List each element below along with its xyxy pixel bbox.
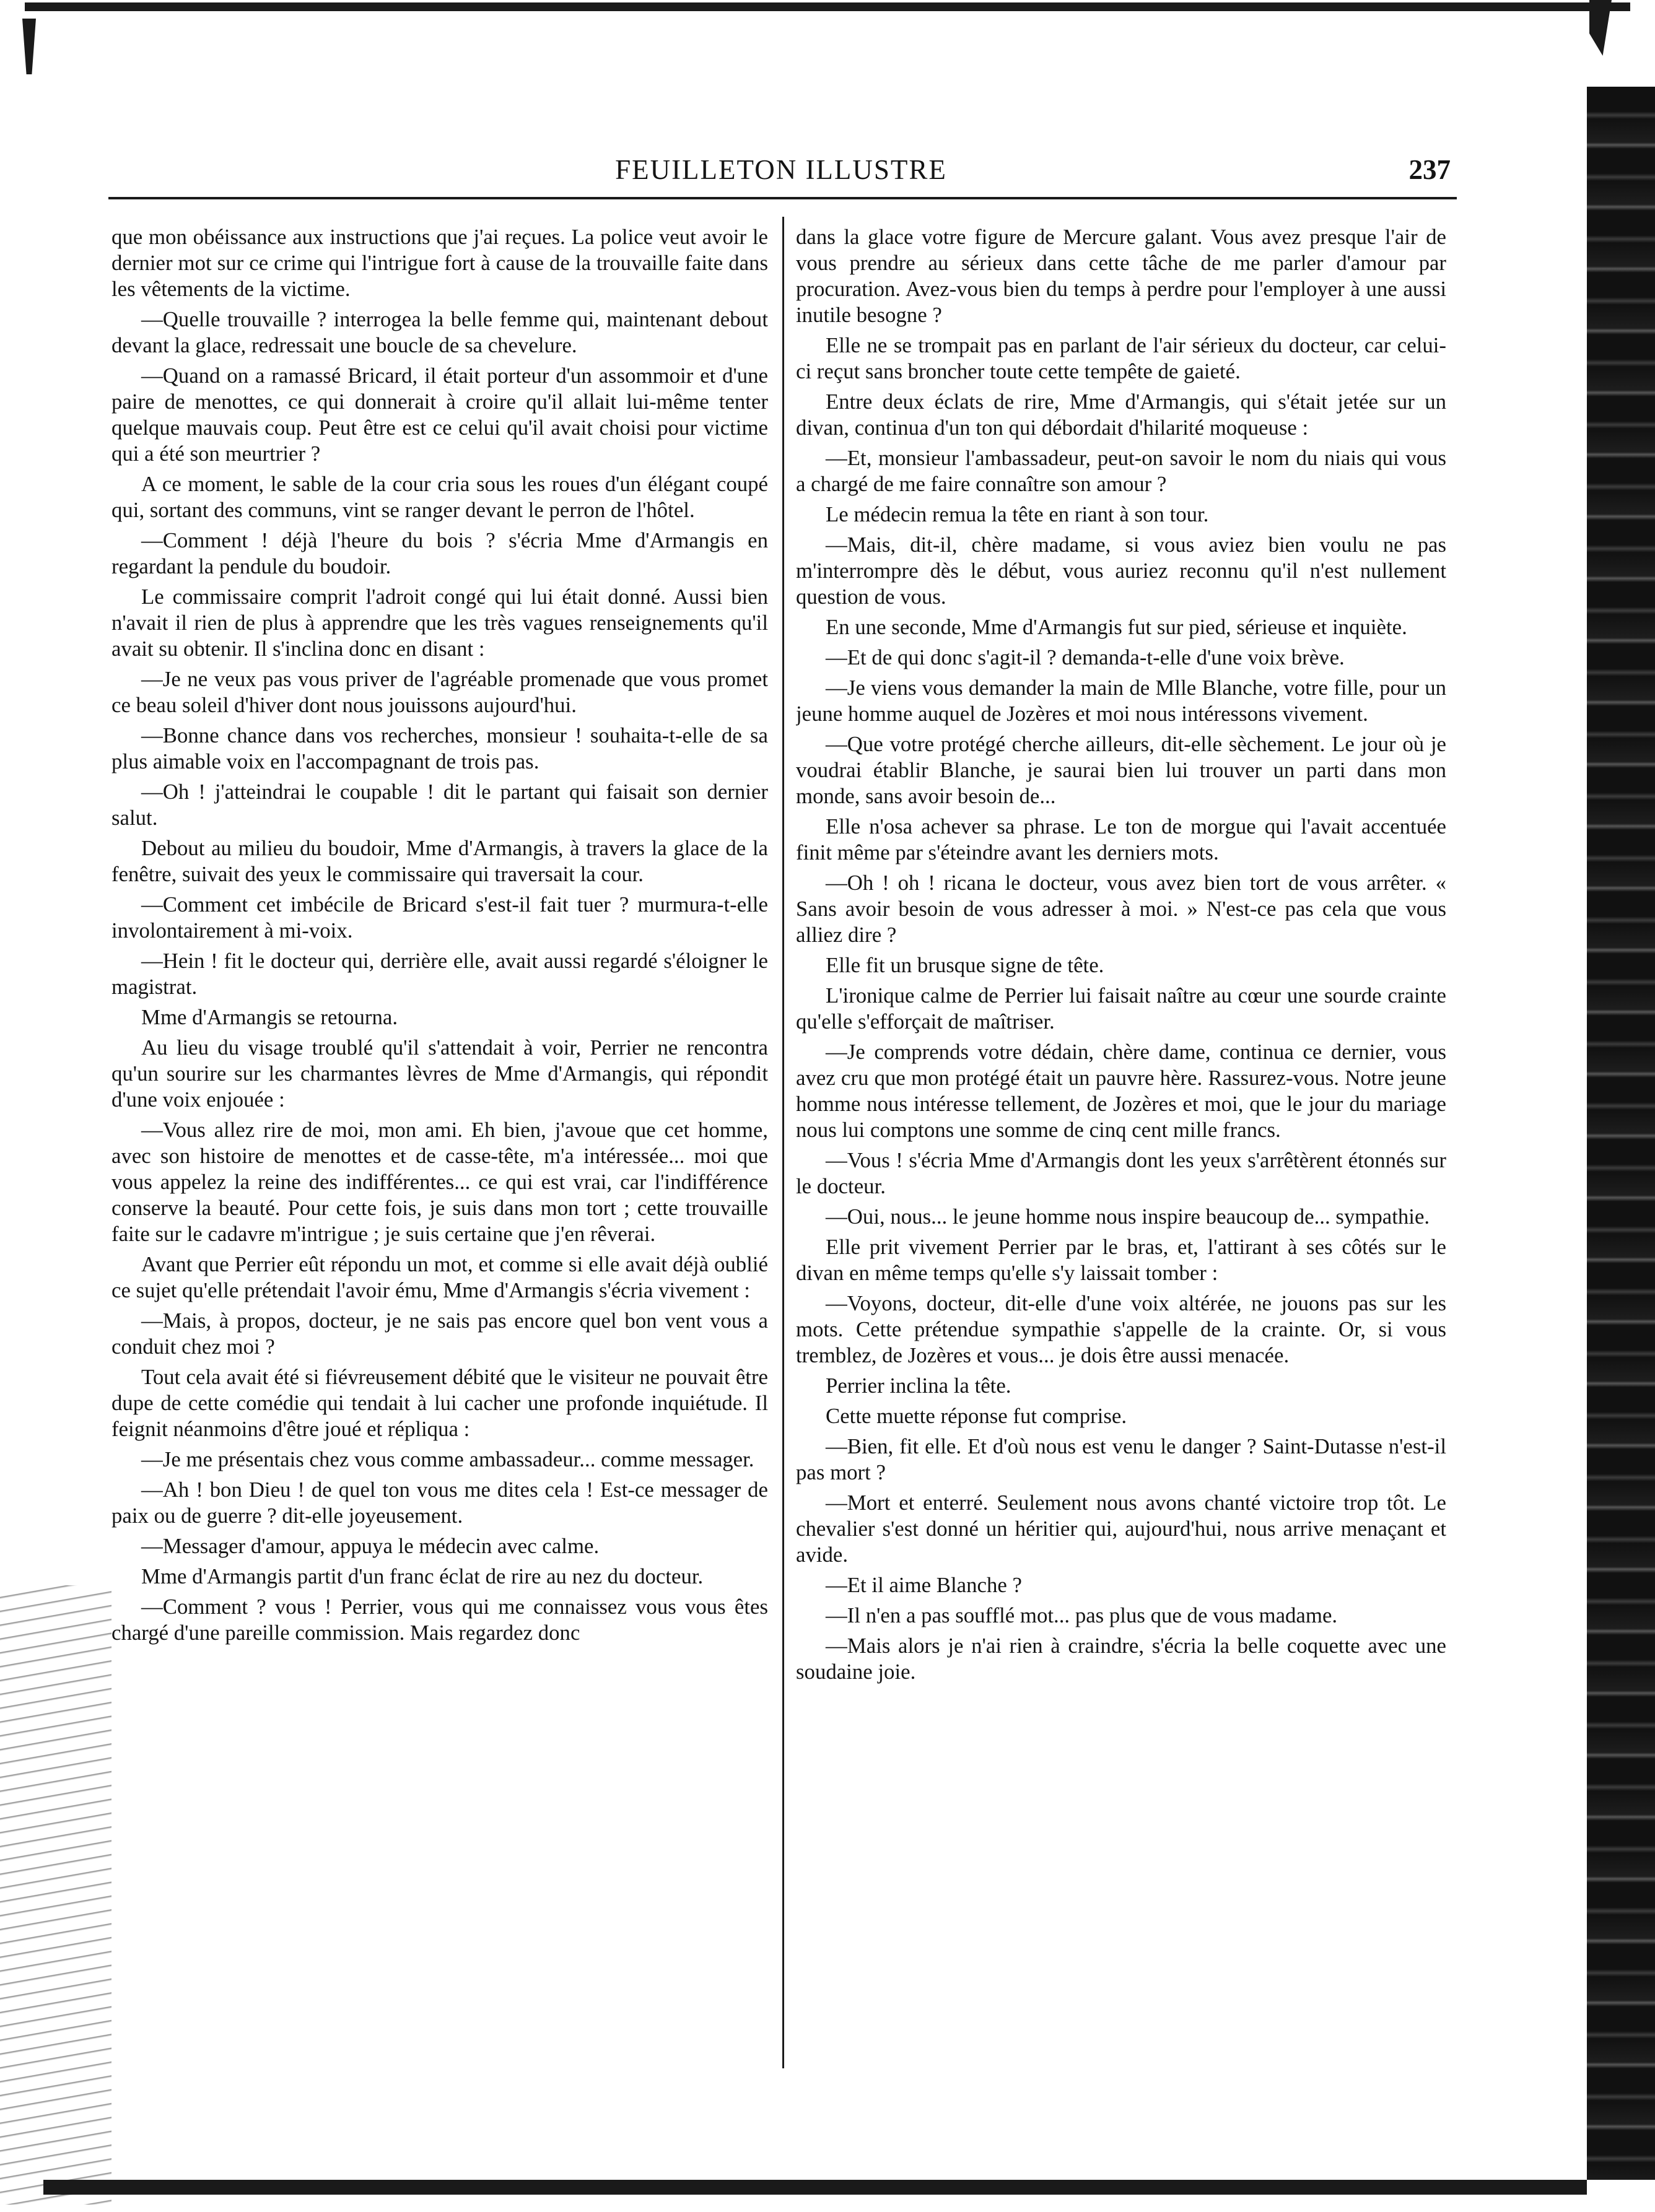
paragraph: —Je comprends votre dédain, chère dame, continua ce dernier, vous avez cru que mon protégé était un pauvre hère. Rassurez-vous. Notre jeune homme nous intéresse tellement, de Jozères et moi, que le jour du mariage nous lui comptons une somme de cinq cent mille francs. (796, 1040, 1446, 1142)
paragraph: —Il n'en a pas soufflé mot... pas plus que de vous madame. (826, 1603, 1338, 1627)
paragraph: Entre deux éclats de rire, Mme d'Armangis, qui s'était jetée sur un divan, continua d'un ton qui débordait d'hilarité moqueuse : (796, 390, 1446, 440)
paragraph: Elle n'osa achever sa phrase. Le ton de morgue qui l'avait accentuée finit même par s'éteindre avant les derniers mots. (796, 814, 1446, 864)
paragraph: —Voyons, docteur, dit-elle d'une voix altérée, ne jouons pas sur les mots. Cette prétendue sympathie s'appelle de la crainte. Or, si vous tremblez, de Jozères et vous... je dois être aussi menacée. (796, 1291, 1446, 1367)
top-scan-border (25, 2, 1630, 11)
paragraph: Mme d'Armangis partit d'un franc éclat de rire au nez du docteur. (141, 1564, 704, 1588)
paragraph: —Quelle trouvaille ? interrogea la belle femme qui, maintenant debout devant la glace, redressait une boucle de sa chevelure. (111, 307, 768, 357)
paragraph: —Comment ? vous ! Perrier, vous qui me connaissez vous vous êtes chargé d'une pareille commission. Mais regardez donc (111, 1595, 768, 1645)
paragraph: —Messager d'amour, appuya le médecin avec calme. (141, 1534, 600, 1558)
paragraph: —Vous allez rire de moi, mon ami. Eh bien, j'avoue que cet homme, avec son histoire de menottes et de casse-tête, m'a intéressée... moi que vous appelez la reine des indifférentes... ce qui est vrai, car l'indifférence conserve la beauté. Pour cette fois, je suis dans mon tort ; cette trouvaille faite sur le cadavre m'intrigue ; je suis certaine que j'en rêverai. (111, 1118, 768, 1246)
paragraph: Debout au milieu du boudoir, Mme d'Armangis, à travers la glace de la fenêtre, suivait des yeux le commissaire qui traversait la cour. (111, 836, 768, 886)
paragraph: —Mais alors je n'ai rien à craindre, s'écria la belle coquette avec une soudaine joie. (796, 1634, 1446, 1684)
left-text-column (111, 224, 768, 2070)
paragraph: Elle prit vivement Perrier par le bras, et, l'attirant à ses côtés sur le divan en même temps qu'elle s'y laissait tomber : (796, 1235, 1446, 1285)
paragraph: Au lieu du visage troublé qu'il s'attendait à voir, Perrier ne rencontra qu'un sourire sur les charmantes lèvres de Mme d'Armangis, qui répondit d'une voix enjouée : (111, 1035, 768, 1112)
header-rule (108, 197, 1457, 199)
paragraph: —Oh ! j'atteindrai le coupable ! dit le partant qui faisait son dernier salut. (111, 780, 768, 830)
paragraph: —Je viens vous demander la main de Mlle Blanche, votre fille, pour un jeune homme auquel de Jozères et moi nous intéressons vivement. (796, 676, 1446, 726)
page-number: 237 (1408, 154, 1451, 185)
left-scan-edge (0, 1585, 111, 2205)
paragraph: —Mort et enterré. Seulement nous avons chanté victoire trop tôt. Le chevalier s'est donné un héritier qui, aujourd'hui, nous arrive menaçant et avide. (796, 1491, 1446, 1567)
paragraph: Le médecin remua la tête en riant à son tour. (826, 502, 1209, 526)
paragraph: —Ah ! bon Dieu ! de quel ton vous me dites cela ! Est-ce messager de paix ou de guerre ? dit-elle joyeusement. (111, 1478, 768, 1528)
running-title: FEUILLETON ILLUSTRE (615, 154, 947, 185)
paragraph: —Oui, nous... le jeune homme nous inspire beaucoup de... sympathie. (826, 1204, 1430, 1229)
paragraph: dans la glace votre figure de Mercure galant. Vous avez presque l'air de vous prendre au sérieux dans cette tâche de me parler d'amour par procuration. Avez-vous bien du temps à perdre pour l'employer à une aussi inutile besogne ? (796, 225, 1446, 327)
paragraph: —Et de qui donc s'agit-il ? demanda-t-elle d'une voix brève. (826, 645, 1345, 669)
paragraph: Mme d'Armangis se retourna. (141, 1005, 398, 1029)
paragraph: —Bien, fit elle. Et d'où nous est venu le danger ? Saint-Dutasse n'est-il pas mort ? (796, 1434, 1446, 1484)
paragraph: L'ironique calme de Perrier lui faisait naître au cœur une sourde crainte qu'elle s'efforçait de maîtriser. (796, 983, 1446, 1034)
paragraph: —Mais, à propos, docteur, je ne sais pas encore quel bon vent vous a conduit chez moi ? (111, 1308, 768, 1359)
paragraph: —Hein ! fit le docteur qui, derrière elle, avait aussi regardé s'éloigner le magistrat. (111, 949, 768, 999)
right-text-column (796, 224, 1446, 2070)
paragraph: Tout cela avait été si fiévreusement débité que le visiteur ne pouvait être dupe de cette comédie qui tendait à lui cacher une profonde inquiétude. Il feignit néanmoins d'être joué et répliqua : (111, 1365, 768, 1441)
paragraph: —Bonne chance dans vos recherches, monsieur ! souhaita-t-elle de sa plus aimable voix en l'accompagnant de trois pas. (111, 723, 768, 773)
paragraph: En une seconde, Mme d'Armangis fut sur pied, sérieuse et inquiète. (826, 615, 1407, 639)
paragraph: —Que votre protégé cherche ailleurs, dit-elle sèchement. Le jour où je voudrai établir Blanche, je saurai bien lui trouver un parti dans mon monde, sans avoir besoin de... (796, 732, 1446, 808)
paragraph: Le commissaire comprit l'adroit congé qui lui était donné. Aussi bien n'avait il rien de plus à apprendre que les très vagues renseignements qu'il avait su obtenir. Il s'inclina donc en disant : (111, 585, 768, 661)
paragraph: Avant que Perrier eût répondu un mot, et comme si elle avait déjà oublié ce sujet qu'elle prétendait l'avoir ému, Mme d'Armangis s'écria vivement : (111, 1252, 768, 1302)
paragraph: —Vous ! s'écria Mme d'Armangis dont les yeux s'arrêtèrent étonnés sur le docteur. (796, 1148, 1446, 1198)
scan-mark-right (1589, 0, 1612, 56)
bottom-scan-border (43, 2180, 1587, 2195)
paragraph: Cette muette réponse fut comprise. (826, 1404, 1127, 1428)
page-header (111, 154, 1451, 191)
paragraph: —Et il aime Blanche ? (826, 1573, 1022, 1597)
paragraph: Elle fit un brusque signe de tête. (826, 953, 1104, 977)
paragraph: —Mais, dit-il, chère madame, si vous aviez bien voulu ne pas m'interrompre dès le début, vous auriez reconnu qu'il n'est nullement question de vous. (796, 533, 1446, 609)
column-divider (782, 217, 784, 2068)
paragraph: —Oh ! oh ! ricana le docteur, vous avez bien tort de vous arrêter. « Sans avoir besoin de vous adresser à moi. » N'est-ce pas cela que vous alliez dire ? (796, 871, 1446, 947)
paragraph: —Comment ! déjà l'heure du bois ? s'écria Mme d'Armangis en regardant la pendule du boudoir. (111, 528, 768, 578)
right-scan-edge (1587, 87, 1655, 2180)
paragraph: A ce moment, le sable de la cour cria sous les roues d'un élégant coupé qui, sortant des communs, vint se ranger devant le perron de l'hôtel. (111, 472, 768, 522)
paragraph: —Je ne veux pas vous priver de l'agréable promenade que vous promet ce beau soleil d'hiver dont nous jouissons aujourd'hui. (111, 667, 768, 717)
paragraph: —Quand on a ramassé Bricard, il était porteur d'un assommoir et d'une paire de menottes, ce qui donnerait à croire qu'il allait lui-même tenter quelque mauvais coup. Peut être est ce celui qu'il avait choisi pour victime qui a été son meurtrier ? (111, 364, 768, 466)
paragraph: Elle ne se trompait pas en parlant de l'air sérieux du docteur, car celui-ci reçut sans broncher toute cette tempête de gaieté. (796, 333, 1446, 383)
paragraph: que mon obéissance aux instructions que j'ai reçues. La police veut avoir le dernier mot sur ce crime qui l'intrigue fort à cause de la trouvaille faite dans les vêtements de la victime. (111, 225, 768, 301)
paragraph: —Je me présentais chez vous comme ambassadeur... comme messager. (141, 1447, 754, 1471)
scan-mark-left (22, 19, 36, 74)
paragraph: —Comment cet imbécile de Bricard s'est-il fait tuer ? murmura-t-elle involontairement à mi-voix. (111, 892, 768, 943)
paragraph: Perrier inclina la tête. (826, 1374, 1011, 1398)
paragraph: —Et, monsieur l'ambassadeur, peut-on savoir le nom du niais qui vous a chargé de me faire connaître son amour ? (796, 446, 1446, 496)
